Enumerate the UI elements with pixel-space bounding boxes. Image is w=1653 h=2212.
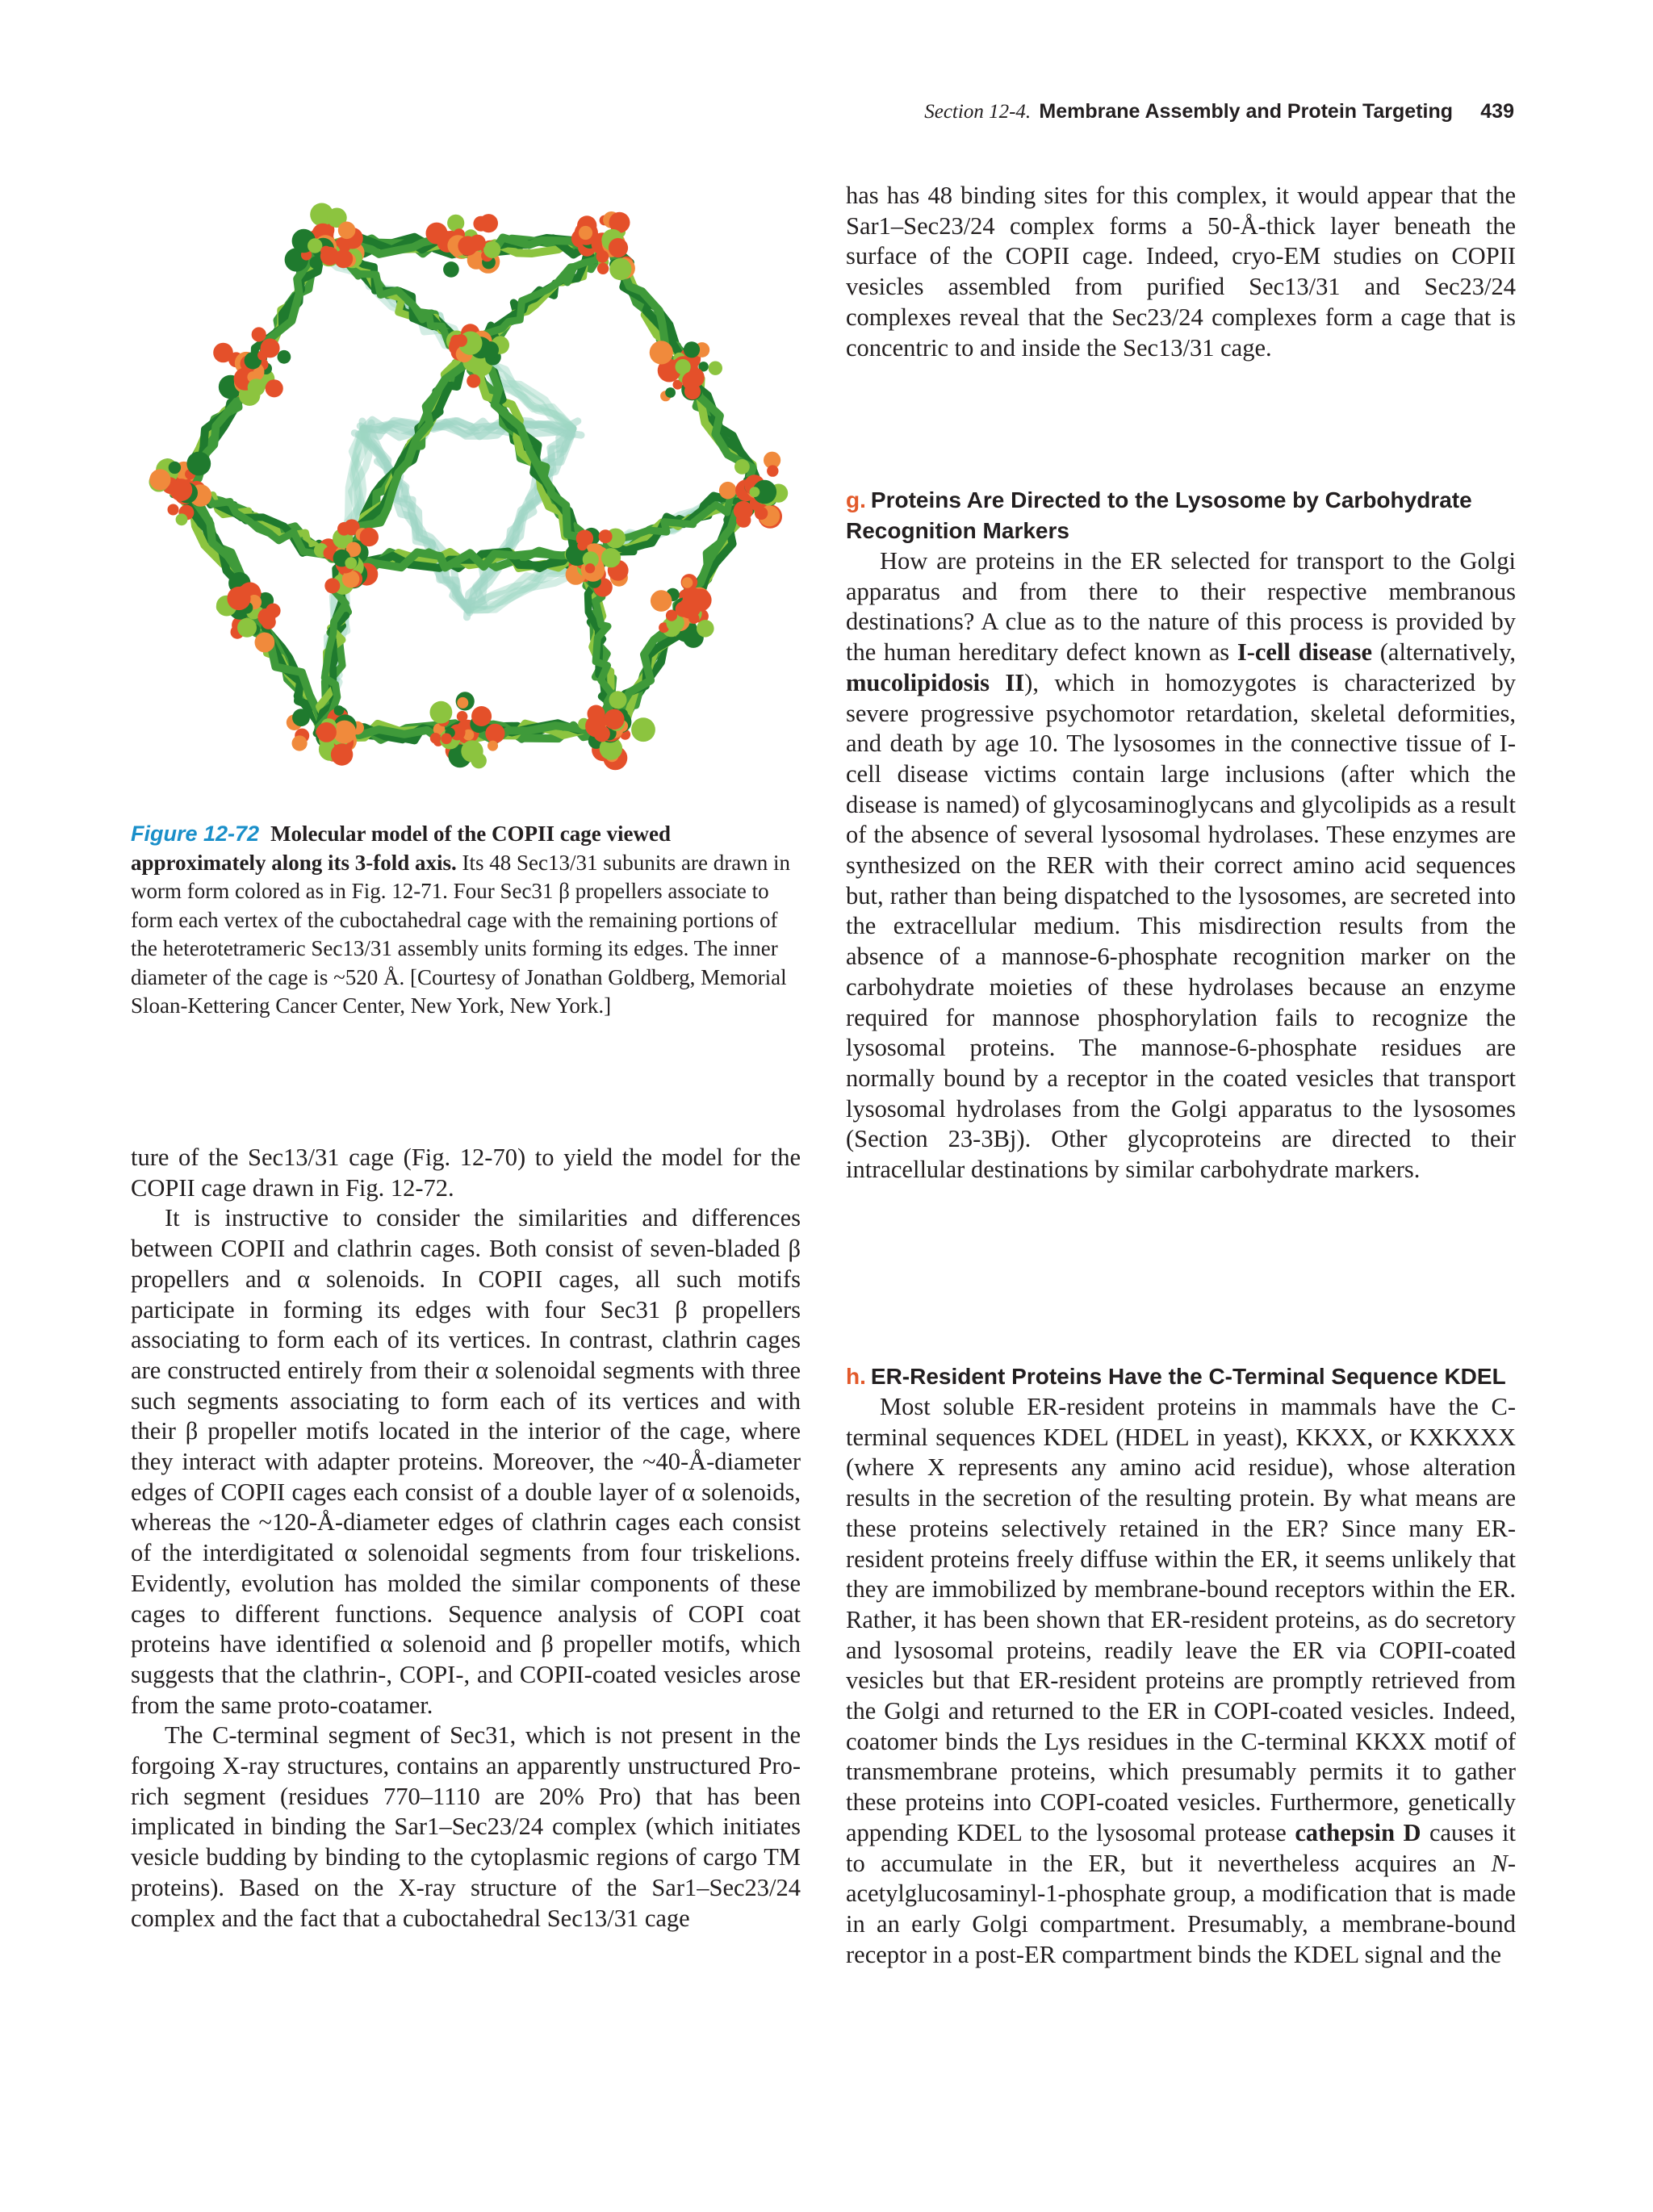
cage-vertex-cluster xyxy=(631,717,655,742)
term-n-italic: N xyxy=(1491,1849,1508,1877)
section-g-paragraph xyxy=(846,546,1516,1185)
cage-edge-cluster xyxy=(682,372,701,391)
page-number: 439 xyxy=(1480,100,1514,123)
figure-caption xyxy=(131,820,793,1021)
header-section: Section 12-4. xyxy=(924,101,1032,123)
cage-vertex-cluster xyxy=(292,735,308,751)
cage-vertex-cluster xyxy=(755,507,768,520)
cage-edge-cluster xyxy=(447,215,464,232)
cage-edge-cluster xyxy=(430,733,441,743)
cage-vertex-cluster xyxy=(169,462,181,474)
cage-edge-cluster xyxy=(457,697,468,709)
h-text-b: causes it to accumulate in the ER, but it nevertheless acquires an xyxy=(846,1818,1516,1877)
cage-vertex-cluster xyxy=(169,479,192,501)
h-text-c: -acetylglucosaminyl-1-phosphate group, a modification that is made in an early Golgi compartment. Presumably, a membrane-bound receptor in a post-ER compartment binds the KDEL signal and the xyxy=(846,1849,1517,1968)
left-column xyxy=(131,1143,801,1934)
cage-edge-cluster xyxy=(278,350,291,364)
cage-edge-cluster xyxy=(237,618,257,638)
cage-vertex-cluster xyxy=(334,705,345,716)
section-h-title: ER-Resident Proteins Have the C-Terminal Sequence KDEL xyxy=(870,1364,1506,1389)
term-mucolipidosis: mucolipidosis II xyxy=(846,668,1025,696)
cage-edge-cluster xyxy=(650,341,673,364)
cage-vertex-cluster xyxy=(601,548,621,567)
cage-edge-cluster xyxy=(252,327,266,341)
cage-vertex-cluster xyxy=(597,263,609,274)
figure-title: Molecular model of the COPII cage viewed approximately along its 3-fold axis. xyxy=(131,822,671,875)
left-paragraph-1: ture of the Sec13/31 cage (Fig. 12-70) to yield the model for the COPII cage drawn in Fig. 12-72. xyxy=(131,1144,801,1202)
cage-edge-cluster xyxy=(443,261,459,278)
cage-edge-cluster xyxy=(426,223,448,245)
section-g-title: Proteins Are Directed to the Lysosome by Carbohydrate Recognition Markers xyxy=(846,487,1472,543)
g-text-a: How are proteins in the ER selected for transport to the Golgi apparatus and from there to their respective membranous destinations? A clue as to the nature of this process is provided by the human hereditary defect known as xyxy=(846,547,1516,667)
figure-caption-text: Its 48 Sec13/31 subunits are drawn in worm form colored as in Fig. 12-71. Four Sec31 β propellers associate to form each vertex of the cuboctahedral cage with the remaining portions of the heterotetrameric Sec13/31 assembly units forming its edges. The inner diameter of the cage is ~520 Å. [Courtesy of Jonathan Goldberg, Memorial Sloan-Kettering Cancer Center, New York, New York.] xyxy=(131,850,790,1018)
cage-edge-cluster xyxy=(488,741,498,751)
cage-vertex-cluster xyxy=(454,334,467,347)
h-text-a: Most soluble ER-resident proteins in mammals have the C-terminal sequences KDEL (HDEL in yeast), KKXX, or KXKXXX (where X represents any amino acid residue), whose alteration results in the secretion of the resulting protein. By what means are these proteins selectively retained in the ER? Since many ER-resident proteins freely diffuse within the ER, it seems unlikely that they are immobilized by membrane-bound receptors within the ER. Rather, it has been shown that ER-resident proteins, as do secretory and lysosomal proteins, readily leave the ER via COPII-coated vesicles but that ER-resident proteins are promptly retrieved from the Golgi and returned to the ER in COPI-coated vesicles. Indeed, coatomer binds the Lys residues in the C-terminal KKXX motif of transmembrane proteins, which presumably permits it to gather these proteins into COPI-coated vesicles. Furthermore, genetically appending KDEL to the lysosomal protease xyxy=(846,1393,1516,1846)
cage-vertex-cluster xyxy=(734,501,753,521)
cage-edge-cluster xyxy=(441,734,452,745)
cage-vertex-cluster xyxy=(186,452,211,476)
term-i-cell-disease: I-cell disease xyxy=(1237,638,1373,667)
cage-edge-cluster xyxy=(688,613,699,624)
cage-vertex-cluster xyxy=(324,578,340,593)
cage-edge-cluster xyxy=(257,350,268,361)
section-g xyxy=(846,485,1516,1185)
cage-vertex-cluster xyxy=(320,246,332,257)
cage-vertex-cluster xyxy=(594,725,610,742)
figure-label: Figure 12-72 xyxy=(131,822,260,846)
term-cathepsin-d: cathepsin D xyxy=(1295,1818,1421,1846)
cage-edge-cluster xyxy=(461,740,483,762)
cage-edge-cluster xyxy=(248,378,266,396)
cage-edge-cluster xyxy=(213,343,233,363)
cage-vertex-cluster xyxy=(331,743,353,765)
cage-vertex-cluster xyxy=(292,709,310,726)
running-header xyxy=(924,100,1514,123)
copii-cage-illustration xyxy=(129,182,807,796)
cage-edge-cluster xyxy=(682,577,693,588)
cage-edge-cluster xyxy=(430,701,453,724)
cage-vertex-cluster xyxy=(338,222,356,240)
cage-vertex-cluster xyxy=(734,459,750,475)
cage-vertex-cluster xyxy=(599,529,613,543)
cage-vertex-cluster xyxy=(609,238,628,257)
cage-vertex-cluster xyxy=(719,482,737,500)
g-text-b: (alternatively, xyxy=(1379,638,1516,667)
cage-edge-cluster xyxy=(651,590,672,612)
cage-edge-cluster xyxy=(709,362,722,375)
section-h-heading xyxy=(846,1361,1516,1392)
cage-edge-cluster xyxy=(257,608,275,626)
figure-copii-cage xyxy=(129,182,807,796)
section-h xyxy=(846,1361,1516,1970)
right-column-top xyxy=(846,181,1516,363)
cage-vertex-cluster xyxy=(337,522,351,536)
cage-vertex-cluster xyxy=(767,465,778,476)
left-paragraph-2: It is instructive to consider the similarities and differences between COPII and clathrin cages. Both consist of seven-bladed β propellers and α solenoids. In COPII cages, all such motifs participate in forming its edges with four Sec31 β propellers associating to form each of its vertices. In contrast, clathrin cages are constructed entirely from their α solenoidal segments with three such segments associating to form each of its vertices and with their β propeller motifs located in the interior of the cage, where they interact with adapter proteins. Moreover, the ~40-Å-diameter edges of COPII cages each consist of a double layer of α solenoids, whereas the ~120-Å-diameter edges of clathrin cages each consist of the interdigitated α solenoidal segments from four triskelions. Evidently, evolution has molded the similar components of these cages to different functions. Sequence analysis of COPI coat proteins have identified α solenoid and β propeller motifs, which suggests that the clathrin-, COPI-, and COPII-coated vesicles arose from the same proto-coatamer. xyxy=(131,1204,801,1719)
cage-edge-cluster xyxy=(479,214,498,232)
cage-edge-cluster xyxy=(697,620,714,638)
section-g-heading xyxy=(846,485,1516,546)
cage-vertex-cluster xyxy=(467,374,480,388)
g-text-c: ), which in homozygotes is characterized by severe progressive psychomotor retardation, skeletal deformities, and death by age 10. The lysosomes in the connective tissue of I-cell disease victims contain large inclusions (after which the disease is named) of glycosaminoglycans and glycolipids as a result of the absence of several lysosomal hydrolases. These enzymes are synthesized on the RER with their correct amino acid sequences but, rather than being dispatched to the lysosomes, are secreted into the extracellular medium. This misdirection results from the absence of a mannose-6-phosphate recognition marker on the carbohydrate moieties of these hydrolases because an enzyme required for mannose phosphorylation fails to recognize the lysosomal proteins. The mannose-6-phosphate residues are normally bound by a receptor in the coated vesicles that transport lysosomal hydrolases from the Golgi apparatus to the lysosomes (Section 23-3Bj). Other glycoproteins are directed to their intracellular destinations by similar carbohydrate markers. xyxy=(846,668,1516,1184)
cage-edge-cluster xyxy=(684,341,700,358)
cage-vertex-cluster xyxy=(334,249,353,268)
cage-edge-cluster xyxy=(458,236,477,255)
cage-edge-cluster xyxy=(666,610,677,621)
cage-vertex-cluster xyxy=(360,528,379,546)
cage-vertex-cluster xyxy=(176,513,188,525)
cage-vertex-cluster xyxy=(149,469,170,490)
cage-edge-cluster xyxy=(266,379,283,397)
cage-vertex-cluster xyxy=(308,238,322,253)
cage-edge-cluster xyxy=(471,706,492,726)
cage-edge-cluster xyxy=(665,387,676,398)
cage-vertex-cluster xyxy=(609,691,627,709)
cage-edge-cluster xyxy=(255,633,275,653)
cage-vertex-cluster xyxy=(345,557,357,569)
cage-vertex-cluster xyxy=(585,563,595,573)
cage-edge-cluster xyxy=(485,724,504,743)
cage-vertex-cluster xyxy=(750,487,760,497)
right-paragraph-1: has has 48 binding sites for this complex, it would appear that the Sar1–Sec23/24 complex forms a 50-Å-thick layer beneath the surface of the COPII cage. Indeed, cryo-EM studies on COPII vesicles assembled from purified Sec13/31 and Sec23/24 complexes reveal that the Sec23/24 complexes form a cage that is concentric to and inside the Sec13/31 cage. xyxy=(846,182,1516,362)
left-paragraph-3: The C-terminal segment of Sec31, which is not present in the forgoing X-ray structures, contains an apparently unstructured Pro-rich segment (residues 770–1110 are 20% Pro) that has been implicated in binding the Sar1–Sec23/24 complex (which initiates vesicle budding by binding to the cytoplasmic regions of cargo TM proteins). Based on the X-ray structure of the Sar1–Sec23/24 complex and the fact that a cuboctahedral Sec13/31 cage xyxy=(131,1721,801,1932)
section-h-paragraph xyxy=(846,1392,1516,1970)
cage-edge-cluster xyxy=(227,587,250,610)
cage-vertex-cluster xyxy=(609,258,631,280)
header-title: Membrane Assembly and Protein Targeting xyxy=(1039,100,1454,123)
cage-vertex-cluster xyxy=(316,722,337,742)
section-g-letter: g. xyxy=(846,487,866,512)
cage-vertex-cluster xyxy=(577,541,587,550)
section-h-letter: h. xyxy=(846,1364,866,1389)
cage-vertex-cluster xyxy=(579,226,592,240)
cage-edge-cluster xyxy=(483,241,500,258)
cage-vertex-cluster xyxy=(168,504,179,516)
cage-vertex-cluster xyxy=(604,709,624,730)
cage-edge-cluster xyxy=(457,711,468,722)
cage-vertex-cluster xyxy=(596,250,609,263)
